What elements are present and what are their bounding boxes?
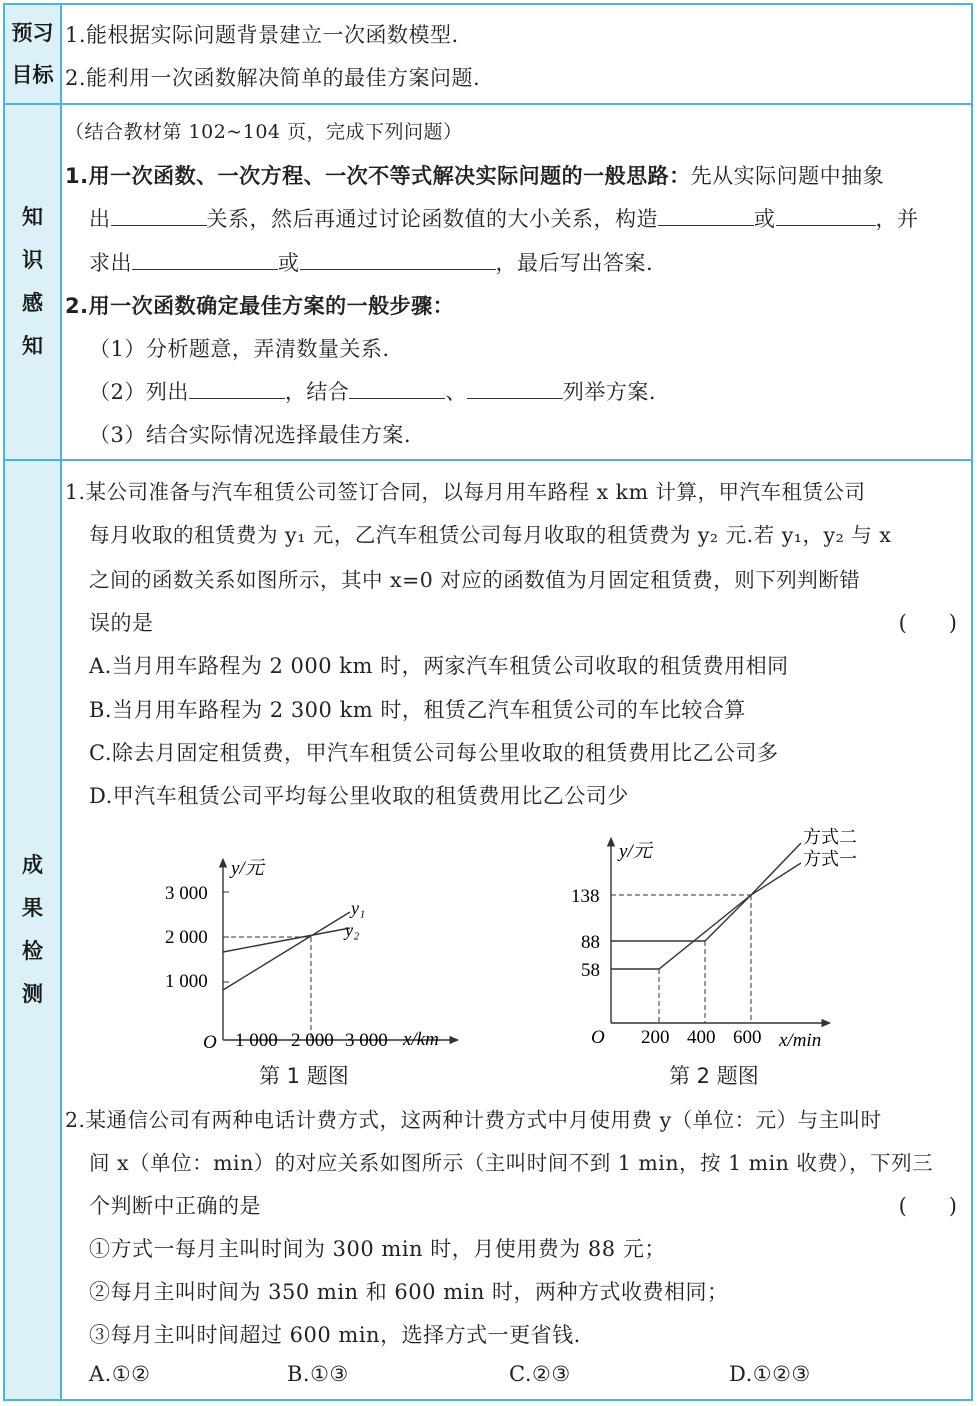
column-divider bbox=[60, 5, 62, 1399]
section-label-text: 预习 bbox=[11, 21, 54, 45]
problem2-option-c[interactable]: C.②③ bbox=[509, 1362, 571, 1386]
problem1-option-d[interactable]: D.甲汽车租赁公司平均每公里收取的租赁费用比乙公司少 bbox=[89, 784, 629, 808]
fill-blank[interactable] bbox=[776, 205, 876, 226]
problem2-stem: 2.某通信公司有两种电话计费方式，这两种计费方式中月使用费 y（单位：元）与主叫时 bbox=[65, 1108, 882, 1132]
y-tick-label: 88 bbox=[581, 932, 600, 953]
text-fragment: ，最后写出答案. bbox=[495, 251, 654, 275]
section-label-char: 成 bbox=[22, 853, 43, 877]
problem2-statement: ②每月主叫时间为 350 min 和 600 min 时，两种方式收费相同； bbox=[89, 1280, 729, 1304]
problem1-stem: 之间的函数关系如图所示，其中 x=0 对应的函数值为月固定租赁费，则下列判断错 bbox=[89, 568, 861, 592]
knowledge-step3: （3）结合实际情况选择最佳方案. bbox=[89, 423, 412, 447]
answer-bracket[interactable]: ( ) bbox=[898, 611, 957, 635]
section-divider bbox=[5, 459, 971, 461]
fill-blank[interactable] bbox=[300, 249, 496, 270]
text-fragment: ，并 bbox=[875, 207, 919, 231]
problem1-stem: 1.某公司准备与汽车租赁公司签订合同，以每月用车路程 x km 计算，甲汽车租赁公司 bbox=[65, 480, 866, 504]
series-label-plan2: 方式二 bbox=[803, 827, 857, 847]
x-tick-label: 1 000 bbox=[235, 1030, 278, 1051]
knowledge-q1-title: 1.用一次函数、一次方程、一次不等式解决实际问题的一般思路： bbox=[65, 164, 691, 188]
problem1-stem: 每月收取的租赁费为 y₁ 元，乙汽车租赁公司每月收取的租赁费为 y₂ 元.若 y₁，y₂ 与 x bbox=[89, 523, 892, 547]
problem1-stem: 误的是 bbox=[89, 611, 154, 635]
answer-bracket[interactable]: ( ) bbox=[898, 1194, 957, 1218]
figure-2-graph bbox=[565, 823, 875, 1055]
x-axis-label: x/km bbox=[403, 1029, 439, 1050]
x-tick-label: 3 000 bbox=[345, 1030, 388, 1051]
textbook-note: （结合教材第 102~104 页，完成下列问题） bbox=[65, 121, 463, 143]
fill-blank[interactable] bbox=[467, 378, 563, 399]
text-fragment: 或 bbox=[278, 251, 300, 275]
y-tick-label: 2 000 bbox=[165, 927, 208, 948]
section-label-char: 识 bbox=[22, 248, 43, 272]
knowledge-q1-text: 先从实际问题中抽象 bbox=[690, 164, 885, 188]
section-divider bbox=[5, 103, 971, 105]
text-fragment: 列举方案. bbox=[562, 380, 657, 404]
problem2-statement: ①方式一每月主叫时间为 300 min 时，月使用费为 88 元； bbox=[89, 1237, 666, 1261]
section-label-char: 知 bbox=[22, 334, 43, 358]
origin-label: O bbox=[203, 1032, 217, 1053]
goal-item: 1.能根据实际问题背景建立一次函数模型. bbox=[65, 23, 459, 47]
text-fragment: ，结合 bbox=[284, 380, 350, 404]
knowledge-step1: （1）分析题意，弄清数量关系. bbox=[89, 337, 390, 361]
knowledge-q1-line3 bbox=[89, 247, 653, 277]
problem1-option-a[interactable]: A.当月用车路程为 2 000 km 时，两家汽车租赁公司收取的租赁费用相同 bbox=[89, 654, 789, 678]
series-label-y2: y₂ bbox=[345, 920, 360, 940]
fill-blank[interactable] bbox=[111, 205, 207, 226]
fill-blank[interactable] bbox=[189, 378, 285, 399]
section-label-char: 检 bbox=[22, 939, 43, 963]
section-label-text: 目标 bbox=[11, 63, 54, 87]
section-label-knowledge bbox=[5, 105, 60, 459]
series-label-plan1: 方式一 bbox=[803, 849, 857, 869]
section-label-char: 知 bbox=[22, 205, 43, 229]
y-tick-label: 3 000 bbox=[165, 883, 208, 904]
line-y1 bbox=[223, 912, 350, 990]
fill-blank[interactable] bbox=[132, 249, 278, 270]
figure-2-caption: 第 2 题图 bbox=[669, 1064, 759, 1088]
y-axis-label: y/元 bbox=[619, 841, 652, 862]
series-label-y1: y₁ bbox=[351, 898, 366, 918]
x-axis-label: x/min bbox=[779, 1030, 822, 1051]
goal-item: 2.能利用一次函数解决简单的最佳方案问题. bbox=[65, 66, 481, 90]
problem2-statement: ③每月主叫时间超过 600 min，选择方式一更省钱. bbox=[89, 1323, 581, 1347]
x-tick-label: 600 bbox=[733, 1027, 762, 1048]
fill-blank[interactable] bbox=[349, 378, 445, 399]
section-label-check bbox=[5, 461, 60, 1399]
section-label-char: 感 bbox=[22, 291, 43, 315]
knowledge-step2 bbox=[89, 376, 656, 406]
section-label-goal bbox=[5, 5, 60, 103]
line-y2 bbox=[223, 928, 350, 952]
fill-blank[interactable] bbox=[658, 205, 754, 226]
y-tick-label: 1 000 bbox=[165, 971, 208, 992]
text-fragment: 出 bbox=[89, 207, 111, 231]
y-axis-label: y/元 bbox=[231, 858, 264, 879]
problem1-option-c[interactable]: C.除去月固定租赁费，甲汽车租赁公司每公里收取的租赁费用比乙公司多 bbox=[89, 741, 779, 765]
section-label-char: 果 bbox=[22, 896, 43, 920]
text-fragment: （2）列出 bbox=[89, 380, 189, 404]
origin-label: O bbox=[591, 1027, 605, 1048]
worksheet-page bbox=[3, 3, 973, 1401]
problem1-option-b[interactable]: B.当月用车路程为 2 300 km 时，租赁乙汽车租赁公司的车比较合算 bbox=[89, 698, 746, 722]
section-label-char: 测 bbox=[22, 982, 43, 1006]
text-fragment: 、 bbox=[445, 380, 467, 404]
text-fragment: 求出 bbox=[89, 251, 132, 275]
problem2-stem: 间 x（单位：min）的对应关系如图所示（主叫时间不到 1 min，按 1 min 收费），下列三 bbox=[89, 1151, 934, 1175]
problem2-stem: 个判断中正确的是 bbox=[89, 1194, 261, 1218]
x-tick-label: 400 bbox=[687, 1027, 716, 1048]
figure-1-caption: 第 1 题图 bbox=[259, 1064, 349, 1088]
knowledge-q1-line1 bbox=[65, 160, 884, 190]
y-tick-label: 138 bbox=[571, 886, 600, 907]
text-fragment: 或 bbox=[754, 207, 776, 231]
knowledge-q1-line2 bbox=[89, 203, 919, 233]
problem2-option-b[interactable]: B.①③ bbox=[287, 1362, 349, 1386]
problem2-option-a[interactable]: A.①② bbox=[89, 1362, 151, 1386]
figure-1-graph bbox=[155, 850, 465, 1060]
x-tick-label: 2 000 bbox=[291, 1030, 334, 1051]
problem2-option-d[interactable]: D.①②③ bbox=[729, 1362, 811, 1386]
text-fragment: 关系，然后再通过讨论函数值的大小关系，构造 bbox=[206, 207, 658, 231]
knowledge-q2-title: 2.用一次函数确定最佳方案的一般步骤： bbox=[65, 294, 455, 318]
y-tick-label: 58 bbox=[581, 960, 600, 981]
line-plan2 bbox=[611, 863, 801, 941]
x-tick-label: 200 bbox=[641, 1027, 670, 1048]
